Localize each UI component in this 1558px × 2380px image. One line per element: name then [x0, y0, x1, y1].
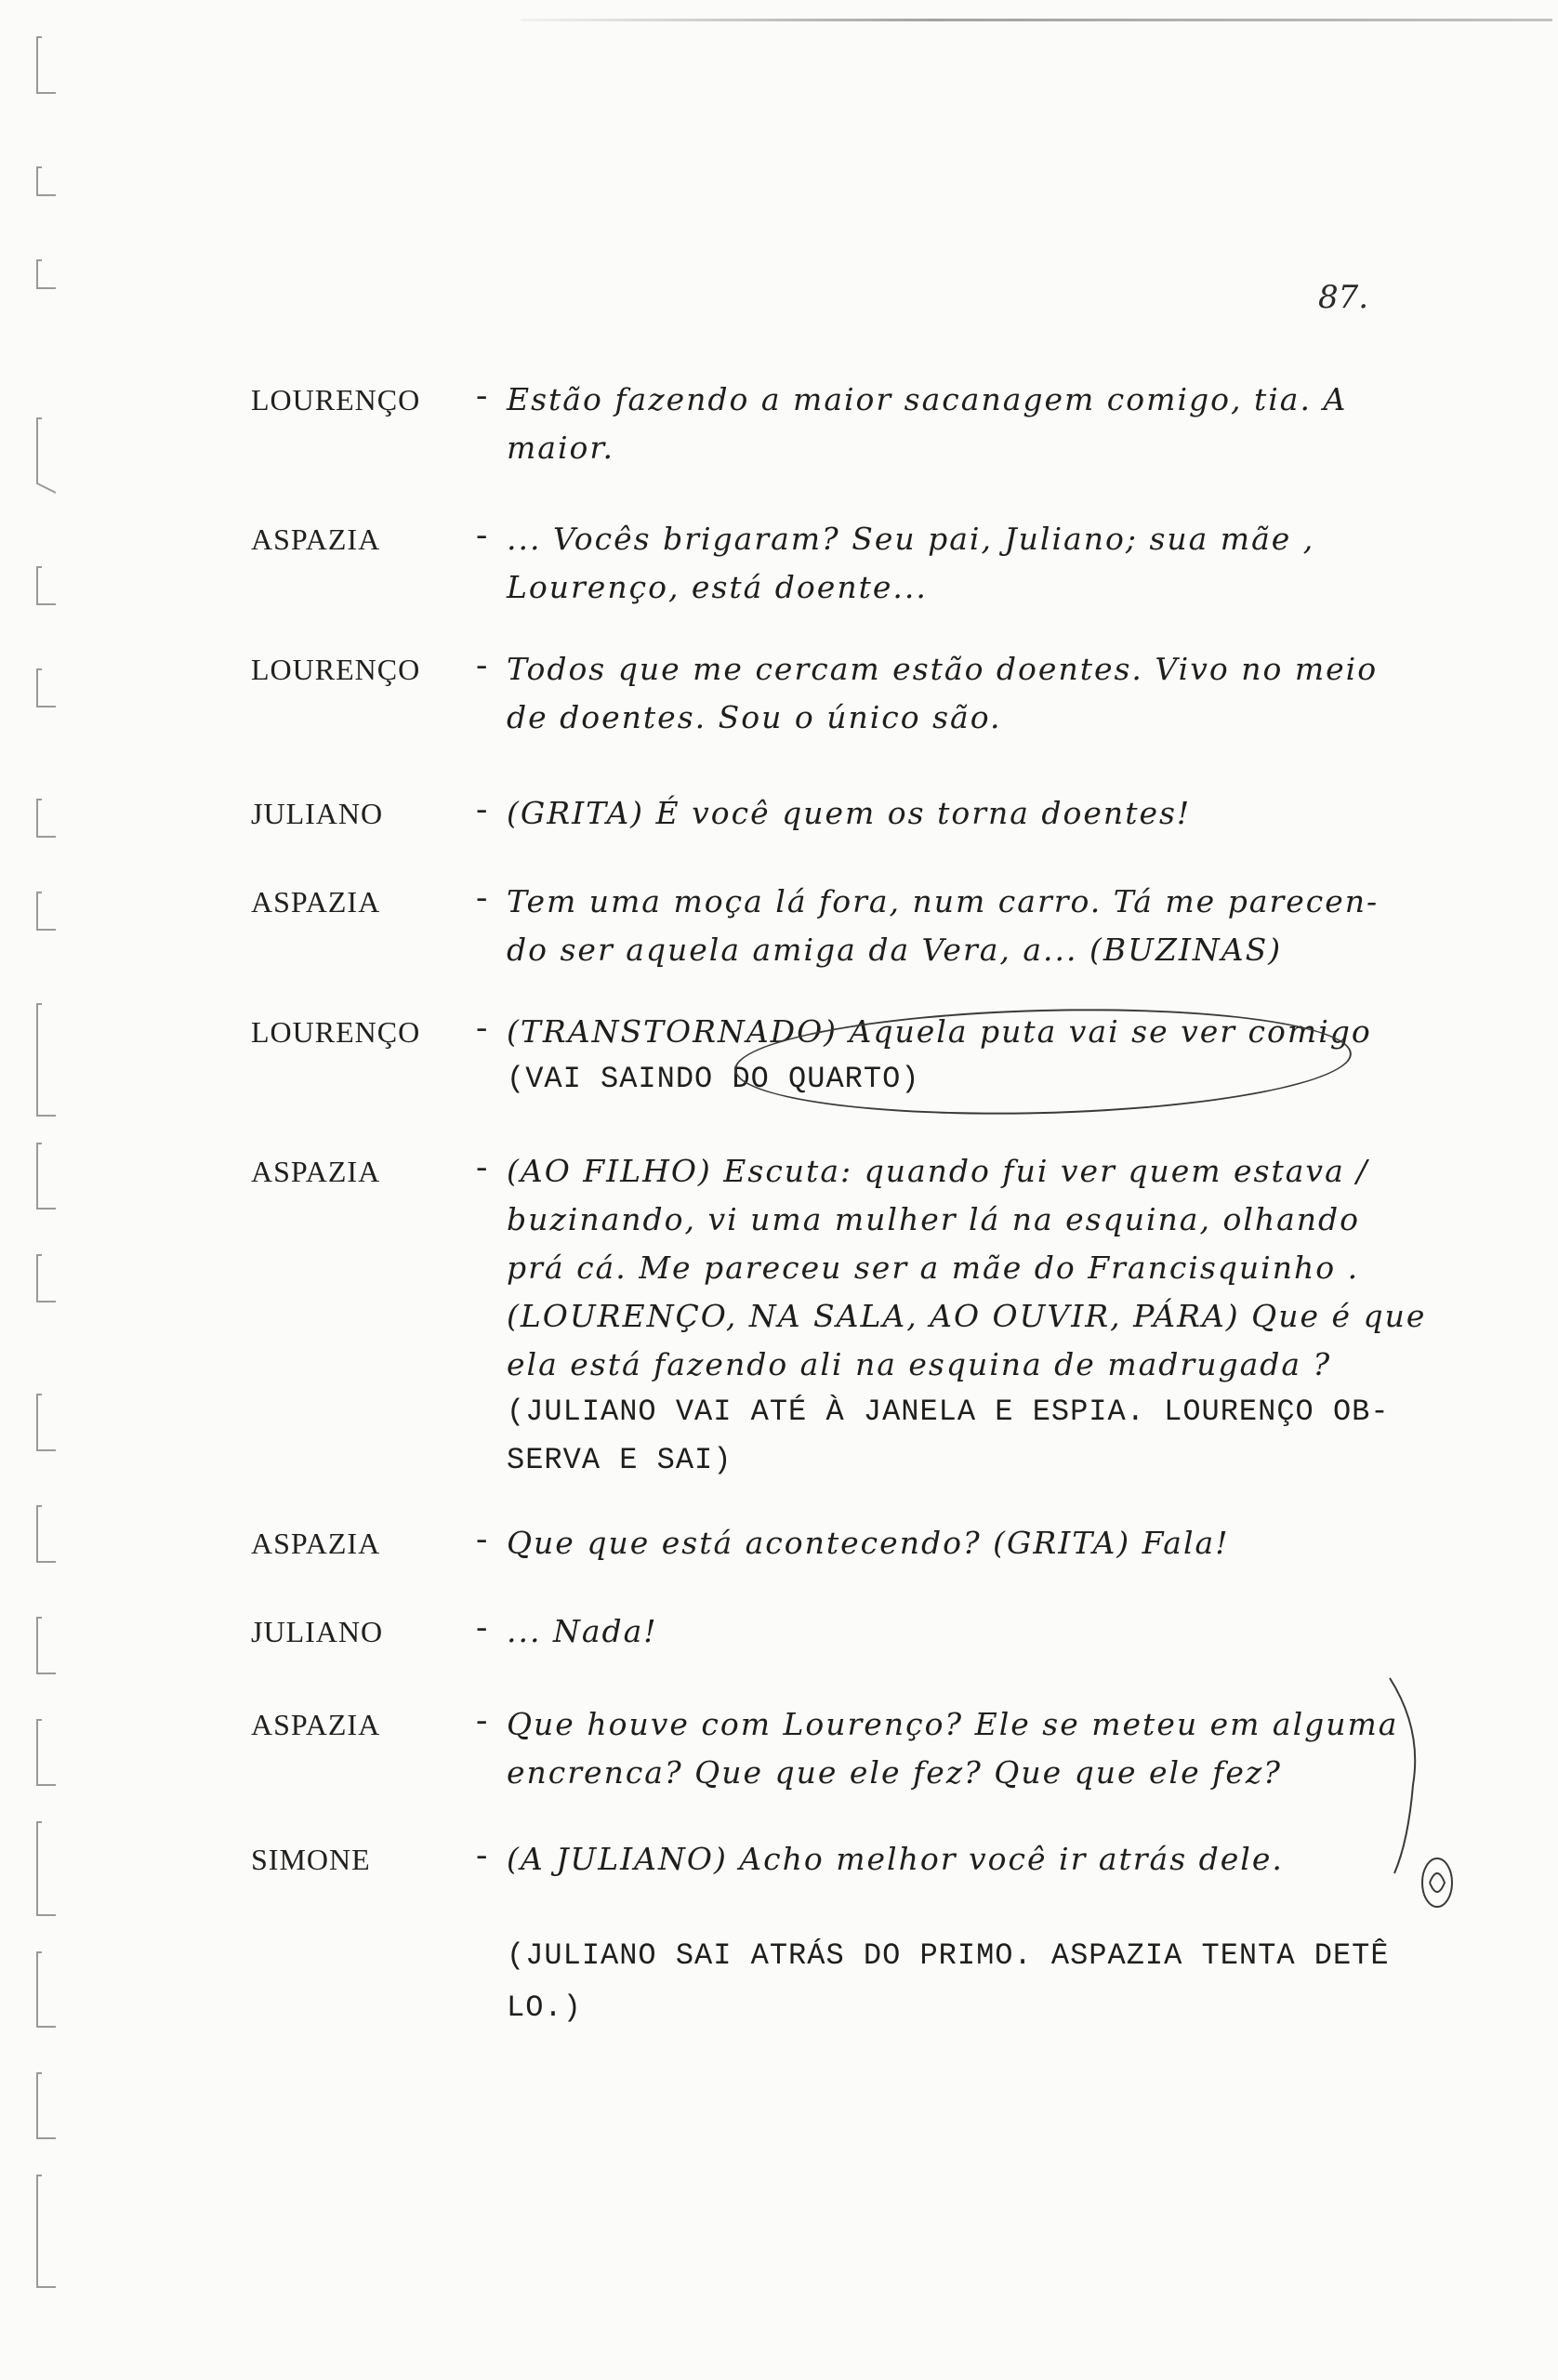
dialogue-line: (LOURENÇO, NA SALA, AO OUVIR, PÁRA) Que é que	[507, 1298, 1427, 1334]
dialogue-line: do ser aquela amiga da Vera, a... (BUZINAS)	[507, 932, 1283, 968]
speaker-name: ASPAZIA	[251, 1708, 381, 1741]
dialogue-dash: -	[472, 1613, 492, 1648]
dialogue-line: maior.	[507, 430, 615, 466]
speaker-name: ASPAZIA	[251, 522, 381, 556]
speaker-name: ASPAZIA	[251, 1155, 381, 1188]
speaker-name: JULIANO	[251, 797, 384, 830]
dialogue-line: encrenca? Que que ele fez? Que que ele fez?	[507, 1754, 1282, 1791]
dialogue-dash: -	[472, 883, 492, 919]
dialogue-dash: -	[472, 795, 492, 830]
dialogue-line: (GRITA) É você quem os torna doentes!	[507, 795, 1192, 831]
dialogue-line: SERVA E SAI)	[507, 1443, 733, 1477]
speaker-name: LOURENÇO	[251, 383, 421, 416]
dialogue-dash: -	[472, 521, 492, 556]
page-number: 87.	[1318, 279, 1369, 316]
speaker-name: LOURENÇO	[251, 653, 421, 686]
speaker-name: JULIANO	[251, 1615, 384, 1648]
dialogue-dash: -	[472, 1013, 492, 1049]
dialogue-line: (JULIANO VAI ATÉ À JANELA E ESPIA. LOURENÇO OB-	[507, 1395, 1390, 1429]
dialogue-line: Que houve com Lourenço? Ele se meteu em alguma	[507, 1706, 1399, 1742]
dialogue-line: buzinando, vi uma mulher lá na esquina, olhando	[507, 1201, 1361, 1237]
dialogue-line: ... Vocês brigaram? Seu pai, Juliano; sua mãe ,	[507, 521, 1315, 557]
dialogue-dash: -	[472, 651, 492, 686]
dialogue-dash: -	[472, 1525, 492, 1560]
pencil-scribble-mark	[1409, 1845, 1465, 1920]
dialogue-line: ela está fazendo ali na esquina de madrugada ?	[507, 1346, 1332, 1382]
speaker-name: ASPAZIA	[251, 1527, 381, 1560]
dialogue-line: de doentes. Sou o único são.	[507, 699, 1002, 735]
dialogue-dash: -	[472, 1706, 492, 1741]
dialogue-line: Lourenço, está doente...	[507, 569, 928, 605]
dialogue-line: Estão fazendo a maior sacanagem comigo, tia. A	[507, 381, 1348, 417]
speaker-name: LOURENÇO	[251, 1015, 421, 1049]
final-stage-direction-line: (JULIANO SAI ATRÁS DO PRIMO. ASPAZIA TENTA DETÊ	[507, 1938, 1390, 1973]
final-stage-direction-line: LO.)	[507, 1990, 582, 2025]
dialogue-dash: -	[472, 1841, 492, 1876]
dialogue-line: (AO FILHO) Escuta: quando fui ver quem estava /	[507, 1153, 1369, 1189]
dialogue-line: (VAI SAINDO DO QUARTO)	[507, 1062, 920, 1096]
speaker-name: SIMONE	[251, 1843, 371, 1876]
dialogue-line: Que que está acontecendo? (GRITA) Fala!	[507, 1525, 1230, 1561]
top-scan-edge	[521, 19, 1552, 21]
dialogue-line: Tem uma moça lá fora, num carro. Tá me parecen-	[507, 883, 1380, 919]
binding-holes-marks	[0, 0, 65, 2380]
dialogue-dash: -	[472, 381, 492, 416]
dialogue-line: prá cá. Me pareceu ser a mãe do Francisquinho .	[507, 1250, 1360, 1286]
dialogue-line: ... Nada!	[507, 1613, 658, 1649]
speaker-name: ASPAZIA	[251, 885, 381, 919]
dialogue-line: Todos que me cercam estão doentes. Vivo no meio	[507, 651, 1379, 687]
dialogue-line: (A JULIANO) Acho melhor você ir atrás dele.	[507, 1841, 1284, 1877]
dialogue-dash: -	[472, 1153, 492, 1188]
dialogue-line: (TRANSTORNADO) Aquela puta vai se ver comigo	[507, 1013, 1372, 1050]
